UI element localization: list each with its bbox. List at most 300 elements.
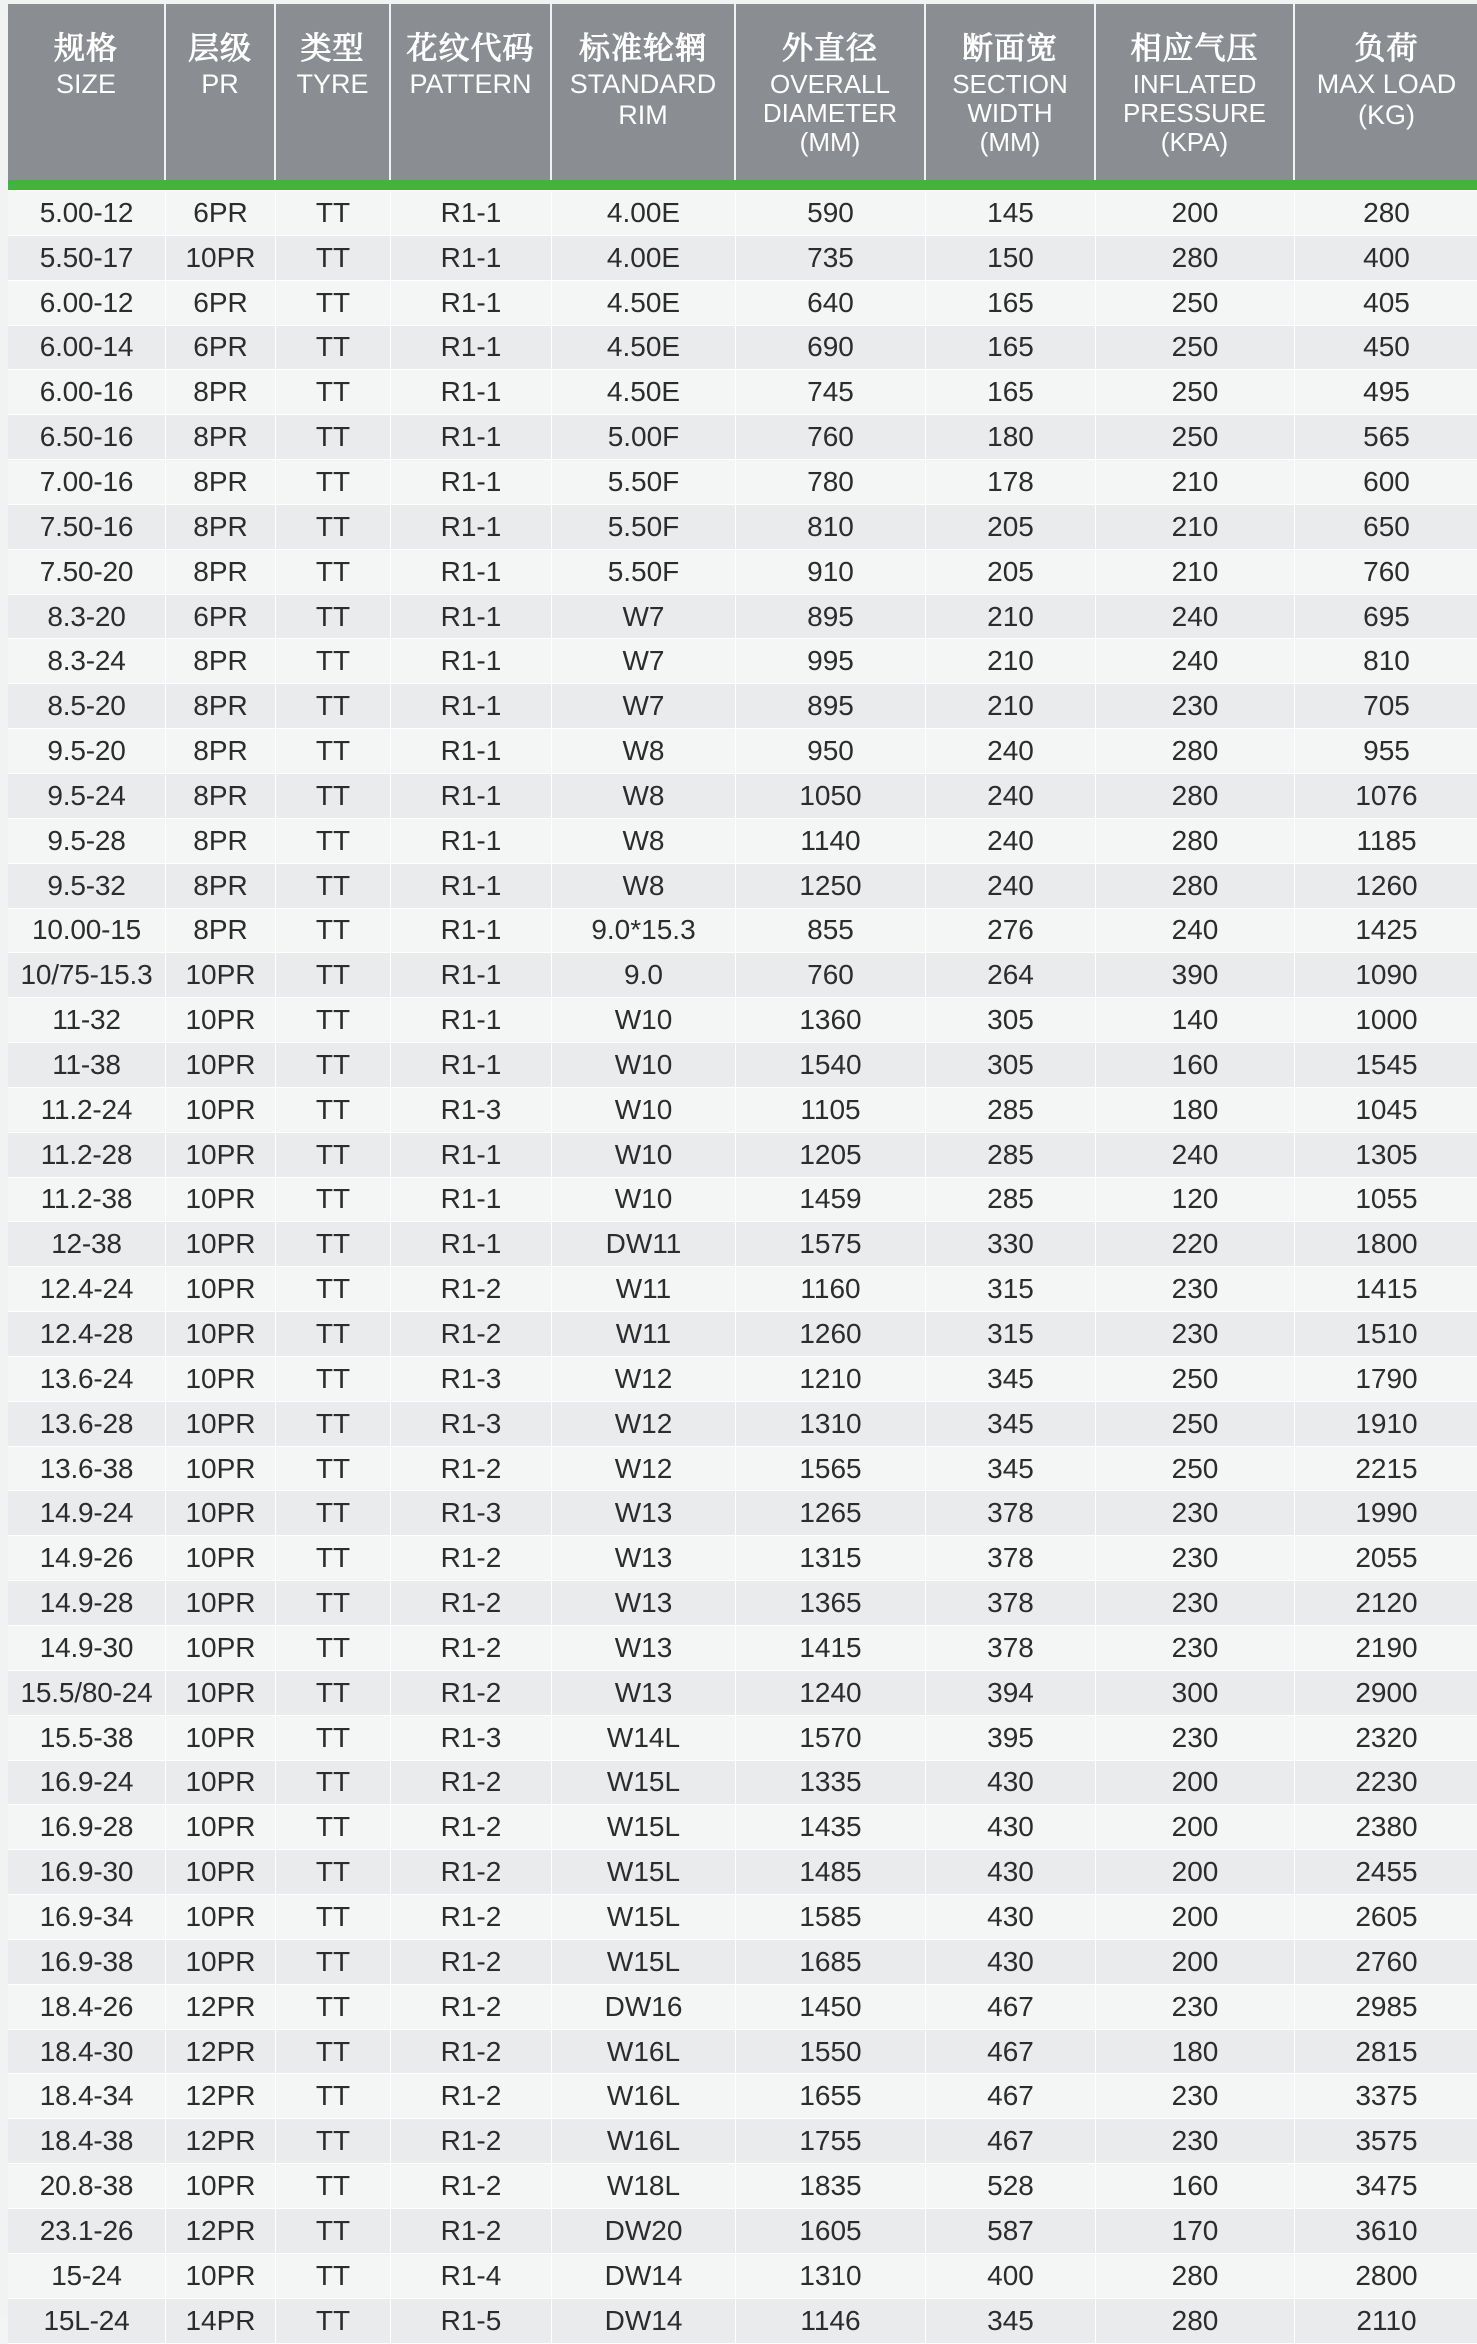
cell-rim: DW14 [552,2254,736,2299]
cell-pattern: R1-1 [391,460,552,505]
cell-ip: 280 [1096,864,1295,909]
cell-sw: 430 [926,1895,1096,1940]
cell-sw: 150 [926,236,1096,281]
cell-pr: 8PR [166,415,276,460]
table-row [8,1716,1477,1761]
cell-od: 1265 [736,1491,926,1536]
cell-size: 16.9-34 [8,1895,166,1940]
cell-sw: 430 [926,1940,1096,1985]
cell-type: TT [276,774,391,819]
cell-sw: 528 [926,2164,1096,2209]
cell-size: 11.2-28 [8,1133,166,1178]
column-header-ip [1096,4,1295,180]
cell-od: 640 [736,281,926,326]
cell-pattern: R1-2 [391,1805,552,1850]
column-header-zh: 类型 [300,31,365,67]
table-row [8,953,1477,998]
cell-ip: 210 [1096,460,1295,505]
cell-pattern: R1-2 [391,1581,552,1626]
cell-type: TT [276,1805,391,1850]
cell-pr: 10PR [166,1043,276,1088]
column-header-zh: 标准轮辋 [579,31,707,67]
cell-pr: 12PR [166,2030,276,2075]
cell-ml: 2455 [1295,1850,1477,1895]
cell-rim: DW11 [552,1222,736,1267]
cell-pattern: R1-2 [391,1267,552,1312]
cell-ip: 280 [1096,2254,1295,2299]
cell-ip: 230 [1096,2074,1295,2119]
column-header-pr [166,4,276,180]
cell-od: 1435 [736,1805,926,1850]
cell-ip: 210 [1096,550,1295,595]
column-header-en: DIAMETER [762,98,898,128]
cell-sw: 210 [926,684,1096,729]
cell-ip: 200 [1096,1805,1295,1850]
cell-size: 15.5-38 [8,1716,166,1761]
column-header-en: (KPA) [1160,127,1229,157]
cell-pattern: R1-2 [391,1985,552,2030]
cell-od: 1240 [736,1671,926,1716]
cell-sw: 205 [926,550,1096,595]
cell-rim: 4.50E [552,281,736,326]
cell-type: TT [276,236,391,281]
cell-size: 12.4-28 [8,1312,166,1357]
cell-ip: 250 [1096,1402,1295,1447]
cell-pattern: R1-1 [391,370,552,415]
cell-pr: 10PR [166,1761,276,1806]
cell-pr: 8PR [166,550,276,595]
cell-type: TT [276,639,391,684]
cell-pr: 6PR [166,595,276,640]
cell-size: 9.5-32 [8,864,166,909]
cell-type: TT [276,1626,391,1671]
table-row [8,1940,1477,1985]
column-header-en: PATTERN [409,69,532,99]
cell-size: 5.00-12 [8,191,166,236]
table-row [8,819,1477,864]
column-header-sw [926,4,1096,180]
table-row [8,1222,1477,1267]
cell-pr: 10PR [166,1222,276,1267]
cell-ip: 180 [1096,1088,1295,1133]
cell-rim: W10 [552,998,736,1043]
header-row [8,4,1477,180]
cell-type: TT [276,550,391,595]
cell-type: TT [276,1985,391,2030]
cell-od: 910 [736,550,926,595]
table-row [8,326,1477,371]
cell-size: 18.4-30 [8,2030,166,2075]
cell-pattern: R1-3 [391,1357,552,1402]
cell-ml: 3475 [1295,2164,1477,2209]
cell-size: 11-38 [8,1043,166,1088]
cell-ip: 280 [1096,774,1295,819]
cell-ip: 210 [1096,505,1295,550]
column-header-rim [552,4,736,180]
cell-type: TT [276,684,391,729]
cell-ml: 1076 [1295,774,1477,819]
cell-pattern: R1-1 [391,953,552,998]
cell-rim: W15L [552,1940,736,1985]
cell-ip: 390 [1096,953,1295,998]
column-header-zh: 断面宽 [962,31,1058,67]
cell-ml: 565 [1295,415,1477,460]
cell-rim: 5.50F [552,505,736,550]
cell-ip: 280 [1096,819,1295,864]
cell-rim: W13 [552,1491,736,1536]
cell-pattern: R1-2 [391,2119,552,2164]
cell-rim: W15L [552,1761,736,1806]
cell-ml: 600 [1295,460,1477,505]
cell-sw: 378 [926,1491,1096,1536]
cell-ip: 200 [1096,1895,1295,1940]
cell-ip: 250 [1096,281,1295,326]
cell-pr: 10PR [166,1895,276,1940]
cell-od: 780 [736,460,926,505]
cell-pr: 10PR [166,1357,276,1402]
cell-ml: 1990 [1295,1491,1477,1536]
cell-type: TT [276,1357,391,1402]
cell-size: 14.9-30 [8,1626,166,1671]
cell-pr: 10PR [166,1312,276,1357]
cell-pr: 10PR [166,1133,276,1178]
cell-rim: W10 [552,1133,736,1178]
cell-type: TT [276,281,391,326]
table-row [8,2164,1477,2209]
cell-pattern: R1-4 [391,2254,552,2299]
cell-ml: 1260 [1295,864,1477,909]
cell-sw: 467 [926,2074,1096,2119]
cell-pattern: R1-1 [391,1178,552,1223]
cell-ml: 2900 [1295,1671,1477,1716]
cell-od: 855 [736,909,926,954]
cell-pattern: R1-1 [391,326,552,371]
cell-pattern: R1-1 [391,909,552,954]
cell-pattern: R1-2 [391,1895,552,1940]
cell-pattern: R1-1 [391,236,552,281]
cell-od: 1585 [736,1895,926,1940]
cell-rim: W14L [552,1716,736,1761]
cell-type: TT [276,1178,391,1223]
cell-od: 760 [736,953,926,998]
cell-size: 12.4-24 [8,1267,166,1312]
cell-ip: 120 [1096,1178,1295,1223]
cell-ip: 230 [1096,1536,1295,1581]
cell-pr: 6PR [166,326,276,371]
cell-pattern: R1-2 [391,1536,552,1581]
cell-pr: 8PR [166,774,276,819]
cell-ml: 650 [1295,505,1477,550]
cell-ml: 2800 [1295,2254,1477,2299]
column-header-en: RIM [618,100,668,130]
cell-type: TT [276,1940,391,1985]
cell-sw: 240 [926,864,1096,909]
table-row [8,2254,1477,2299]
cell-sw: 180 [926,415,1096,460]
cell-ip: 230 [1096,1626,1295,1671]
cell-sw: 378 [926,1581,1096,1626]
cell-ip: 280 [1096,236,1295,281]
cell-rim: W7 [552,639,736,684]
column-header-zh: 规格 [54,31,118,67]
cell-ml: 1545 [1295,1043,1477,1088]
cell-size: 23.1-26 [8,2209,166,2254]
cell-sw: 240 [926,774,1096,819]
cell-pattern: R1-2 [391,1671,552,1716]
column-header-ml [1295,4,1477,180]
cell-rim: W16L [552,2030,736,2075]
cell-od: 1365 [736,1581,926,1626]
cell-size: 8.3-20 [8,595,166,640]
cell-od: 1205 [736,1133,926,1178]
cell-rim: 4.00E [552,236,736,281]
cell-pr: 8PR [166,370,276,415]
cell-od: 735 [736,236,926,281]
cell-pr: 10PR [166,1716,276,1761]
table-row [8,729,1477,774]
cell-pr: 8PR [166,864,276,909]
cell-ml: 1090 [1295,953,1477,998]
cell-rim: DW16 [552,1985,736,2030]
cell-pattern: R1-1 [391,595,552,640]
column-header-en: OVERALL [770,69,890,99]
cell-ml: 1055 [1295,1178,1477,1223]
cell-ip: 230 [1096,2119,1295,2164]
cell-size: 14.9-28 [8,1581,166,1626]
cell-type: TT [276,505,391,550]
cell-sw: 210 [926,595,1096,640]
cell-od: 690 [736,326,926,371]
table-row [8,774,1477,819]
table-row [8,1447,1477,1492]
column-header-en: WIDTH [967,98,1053,128]
cell-od: 1315 [736,1536,926,1581]
table-row [8,415,1477,460]
cell-size: 7.00-16 [8,460,166,505]
cell-ip: 200 [1096,1850,1295,1895]
cell-ml: 2120 [1295,1581,1477,1626]
column-header-en: (MM) [799,127,861,157]
cell-type: TT [276,191,391,236]
cell-size: 15.5/80-24 [8,1671,166,1716]
cell-pr: 10PR [166,1671,276,1716]
cell-pr: 10PR [166,2164,276,2209]
cell-pr: 6PR [166,191,276,236]
cell-pattern: R1-1 [391,550,552,595]
cell-od: 1565 [736,1447,926,1492]
cell-pattern: R1-5 [391,2299,552,2344]
cell-pr: 6PR [166,281,276,326]
cell-pattern: R1-3 [391,1491,552,1536]
cell-pattern: R1-2 [391,1447,552,1492]
cell-ip: 170 [1096,2209,1295,2254]
cell-size: 18.4-34 [8,2074,166,2119]
column-header-zh: 相应气压 [1130,31,1259,67]
table-row [8,505,1477,550]
table-row [8,998,1477,1043]
cell-ip: 140 [1096,998,1295,1043]
cell-rim: 5.50F [552,550,736,595]
table-row [8,1581,1477,1626]
cell-pattern: R1-2 [391,1312,552,1357]
cell-od: 1655 [736,2074,926,2119]
cell-ip: 240 [1096,639,1295,684]
cell-ip: 230 [1096,1716,1295,1761]
table-row [8,1088,1477,1133]
cell-pr: 10PR [166,1536,276,1581]
table-row [8,1133,1477,1178]
column-header-en: SIZE [55,69,116,99]
column-header-zh: 负荷 [1354,31,1419,67]
cell-rim: W7 [552,595,736,640]
cell-type: TT [276,1133,391,1178]
cell-type: TT [276,1312,391,1357]
cell-pattern: R1-1 [391,505,552,550]
cell-rim: W16L [552,2074,736,2119]
cell-rim: W13 [552,1671,736,1716]
cell-ml: 2215 [1295,1447,1477,1492]
cell-ml: 450 [1295,326,1477,371]
cell-type: TT [276,1402,391,1447]
cell-type: TT [276,998,391,1043]
cell-rim: W10 [552,1043,736,1088]
cell-rim: 5.00F [552,415,736,460]
cell-size: 18.4-26 [8,1985,166,2030]
cell-ml: 2190 [1295,1626,1477,1671]
cell-ml: 810 [1295,639,1477,684]
tyre-spec-table [8,4,1477,2344]
table-row [8,909,1477,954]
cell-od: 745 [736,370,926,415]
table-row [8,370,1477,415]
column-header-zh: 层级 [188,31,252,67]
cell-type: TT [276,909,391,954]
cell-sw: 205 [926,505,1096,550]
cell-type: TT [276,1447,391,1492]
cell-ml: 1045 [1295,1088,1477,1133]
cell-od: 1360 [736,998,926,1043]
cell-od: 1335 [736,1761,926,1806]
cell-pattern: R1-2 [391,2074,552,2119]
cell-size: 7.50-20 [8,550,166,595]
cell-sw: 395 [926,1716,1096,1761]
cell-sw: 165 [926,326,1096,371]
table-row [8,595,1477,640]
cell-ml: 2605 [1295,1895,1477,1940]
cell-rim: W8 [552,864,736,909]
cell-od: 590 [736,191,926,236]
cell-rim: W10 [552,1178,736,1223]
cell-pr: 10PR [166,1267,276,1312]
cell-ml: 2230 [1295,1761,1477,1806]
cell-rim: W10 [552,1088,736,1133]
column-header-zh: 花纹代码 [406,31,535,67]
table-row [8,1267,1477,1312]
table-row [8,1671,1477,1716]
cell-type: TT [276,460,391,505]
cell-ip: 240 [1096,1133,1295,1178]
cell-rim: W12 [552,1402,736,1447]
column-header-zh: 外直径 [782,31,878,67]
column-header-type [276,4,391,180]
cell-sw: 467 [926,2119,1096,2164]
cell-pr: 8PR [166,819,276,864]
cell-ml: 695 [1295,595,1477,640]
cell-type: TT [276,1716,391,1761]
cell-size: 14.9-26 [8,1536,166,1581]
cell-sw: 240 [926,819,1096,864]
cell-size: 13.6-28 [8,1402,166,1447]
cell-pr: 8PR [166,729,276,774]
cell-sw: 145 [926,191,1096,236]
cell-sw: 315 [926,1267,1096,1312]
cell-ml: 1790 [1295,1357,1477,1402]
cell-ml: 405 [1295,281,1477,326]
cell-od: 1570 [736,1716,926,1761]
cell-type: TT [276,326,391,371]
cell-type: TT [276,415,391,460]
cell-size: 7.50-16 [8,505,166,550]
cell-pattern: R1-2 [391,1626,552,1671]
column-header-en: MAX LOAD [1316,69,1457,99]
cell-ml: 2760 [1295,1940,1477,1985]
cell-od: 1485 [736,1850,926,1895]
cell-od: 1459 [736,1178,926,1223]
cell-rim: W12 [552,1357,736,1402]
cell-rim: W13 [552,1581,736,1626]
cell-rim: W16L [552,2119,736,2164]
cell-sw: 400 [926,2254,1096,2299]
cell-od: 1575 [736,1222,926,1267]
cell-rim: 4.50E [552,370,736,415]
cell-pattern: R1-2 [391,1761,552,1806]
cell-rim: W12 [552,1447,736,1492]
cell-type: TT [276,1671,391,1716]
column-header-od [736,4,926,180]
column-header-en: SECTION [952,69,1068,99]
cell-rim: W18L [552,2164,736,2209]
column-header-en: (MM) [979,127,1041,157]
cell-sw: 378 [926,1626,1096,1671]
cell-size: 12-38 [8,1222,166,1267]
cell-ip: 230 [1096,1267,1295,1312]
cell-ml: 2320 [1295,1716,1477,1761]
table-row [8,550,1477,595]
cell-pr: 10PR [166,236,276,281]
cell-pattern: R1-1 [391,1133,552,1178]
cell-pattern: R1-3 [391,1088,552,1133]
cell-pattern: R1-2 [391,1940,552,1985]
green-accent-bar [8,180,1477,191]
cell-ml: 1800 [1295,1222,1477,1267]
cell-sw: 240 [926,729,1096,774]
cell-sw: 276 [926,909,1096,954]
cell-pr: 10PR [166,1805,276,1850]
cell-rim: W8 [552,819,736,864]
table-row [8,1491,1477,1536]
cell-sw: 467 [926,1985,1096,2030]
cell-ml: 2985 [1295,1985,1477,2030]
cell-ml: 1910 [1295,1402,1477,1447]
cell-type: TT [276,370,391,415]
cell-ip: 250 [1096,415,1295,460]
cell-ip: 230 [1096,1985,1295,2030]
cell-pattern: R1-2 [391,1850,552,1895]
cell-ml: 2815 [1295,2030,1477,2075]
table-row [8,281,1477,326]
cell-size: 6.50-16 [8,415,166,460]
cell-ml: 400 [1295,236,1477,281]
